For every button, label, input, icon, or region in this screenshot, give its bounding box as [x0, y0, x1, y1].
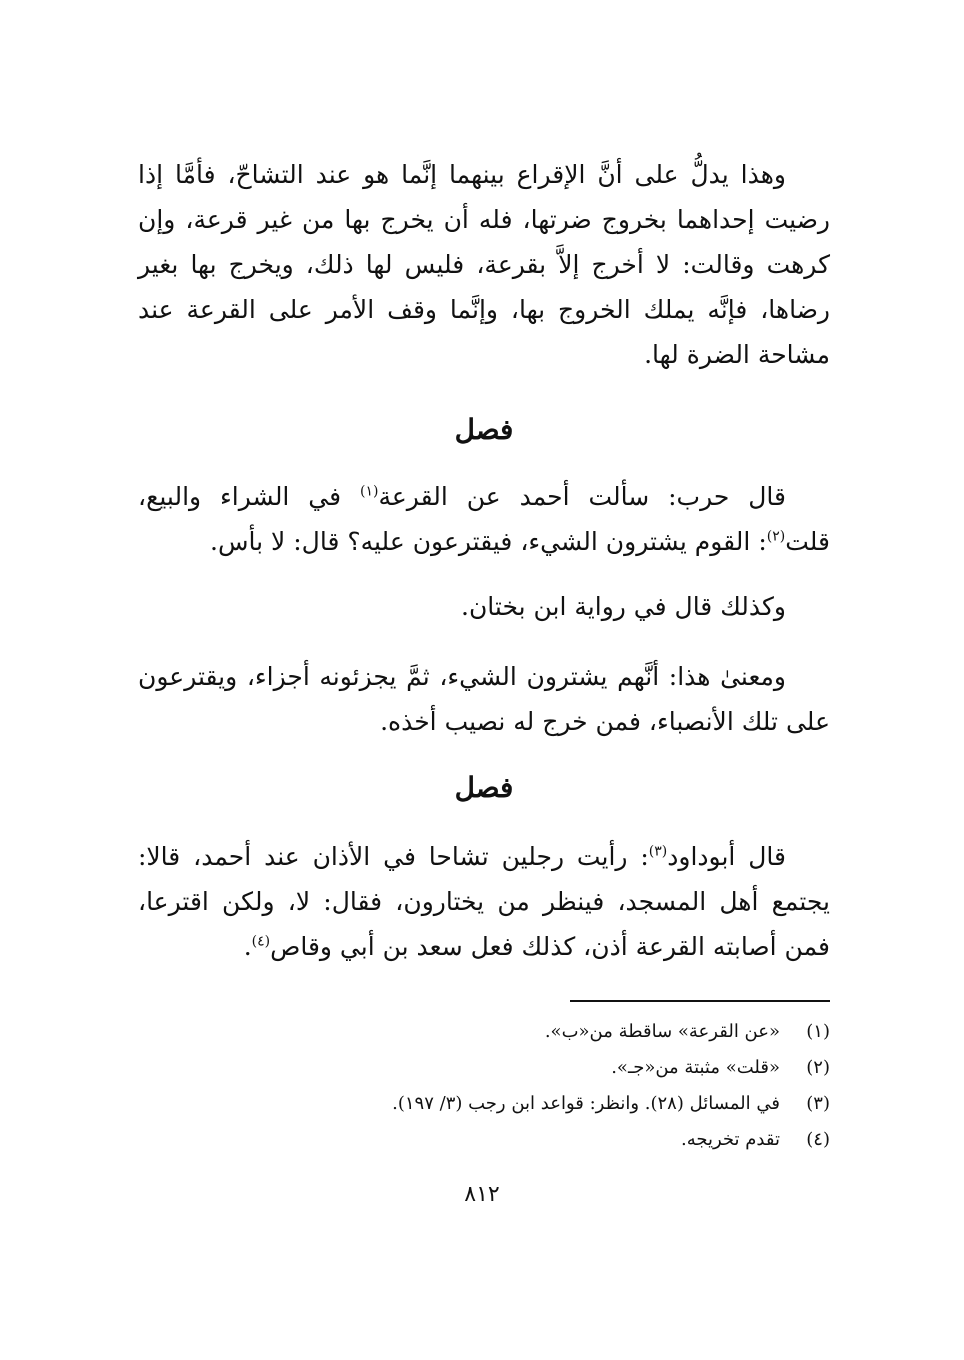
text-run: : القوم يشترون الشيء، فيقترعون عليه؟ قال: لا بأس.: [210, 527, 767, 556]
paragraph-line: وهذا يدلُّ على أنَّ الإقراع بينهما إنَّما هو عند التشاحّ، فأمَّا إذا: [138, 160, 786, 189]
footnote-item: [138, 1086, 830, 1122]
paragraph-line: رضيت إحداهما بخروج ضرتها، فله أن يخرج بها من غير قرعة، وإن: [138, 205, 830, 234]
text-run: .: [243, 932, 252, 961]
footnote-text: تقدم تخريجه.: [681, 1129, 780, 1150]
footnote-reference: (١): [360, 483, 379, 500]
footnote-text: في المسائل (٢٨). وانظر: قواعد ابن رجب (٣/ ١٩٧).: [392, 1093, 780, 1114]
footnote-reference: (٣): [648, 843, 668, 860]
text-run: قال أبوداود: [667, 842, 786, 871]
paragraph-line: رضاها، فإنَّه يملك الخروج بها، وإنَّما وقف الأمر على القرعة عند: [138, 295, 830, 324]
footnote-text: «عن القرعة» ساقطة من«ب».: [544, 1021, 780, 1042]
text-run: فمن أصابته القرعة أذن، كذلك فعل سعد بن أبي وقاص: [270, 932, 830, 961]
paragraph-line: كرهت وقالت: لا أخرج إلاَّ بقرعة، فليس لها ذلك، ويخرج بها بغير: [138, 250, 830, 279]
paragraph-line: [138, 834, 830, 879]
page-number: ٨١٢: [464, 1182, 500, 1207]
footnote-reference: (٤): [251, 933, 271, 950]
footnote-number: (٢): [806, 1057, 830, 1078]
paragraph-ibn-bakhtan: [138, 584, 830, 629]
paragraph-line: [138, 519, 830, 564]
footnote-number: (٣): [806, 1093, 830, 1114]
paragraph-meaning: [138, 654, 830, 744]
text-run: قلت: [785, 527, 830, 556]
paragraph-line: ومعنىٰ هذا: أنَّهم يشترون الشيء، ثمَّ يجزئونه أجزاء، ويقترعون: [138, 662, 786, 691]
footnote-number: (١): [806, 1021, 830, 1042]
text-run: في الشراء والبيع،: [138, 482, 361, 511]
paragraph-line: مشاحة الضرة لها.: [644, 340, 830, 369]
paragraph-harb-question: [138, 474, 830, 564]
paragraph-line: يجتمع أهل المسجد، فينظر من يختارون، فقال: لا، ولكن اقترعا،: [138, 887, 830, 916]
paragraph-line: [138, 474, 830, 519]
footnote-number: (٤): [806, 1129, 830, 1150]
footnote-item: [138, 1050, 830, 1086]
footnotes-list: [138, 1014, 830, 1158]
section-heading: فصل: [454, 413, 514, 446]
paragraph-drawing-lots: [138, 152, 830, 377]
paragraph-line: وكذلك قال في رواية ابن بختان.: [461, 592, 786, 621]
footnote-item: [138, 1014, 830, 1050]
paragraph-abu-dawud: [138, 834, 830, 969]
paragraph-line: على تلك الأنصباء، فمن خرج له نصيب أخذه.: [380, 707, 830, 736]
footnote-item: [138, 1122, 830, 1158]
footnote-reference: (٢): [766, 528, 786, 545]
footnote-divider: [570, 1000, 830, 1002]
paragraph-line: [138, 924, 830, 969]
footnote-text: «قلت» مثبتة من«جـ».: [611, 1057, 780, 1078]
text-run: قال حرب: سألت أحمد عن القرعة: [378, 482, 786, 511]
text-run: : رأيت رجلين تشاحا في الأذان عند أحمد، قالا:: [138, 842, 649, 871]
section-heading: فصل: [454, 771, 514, 804]
